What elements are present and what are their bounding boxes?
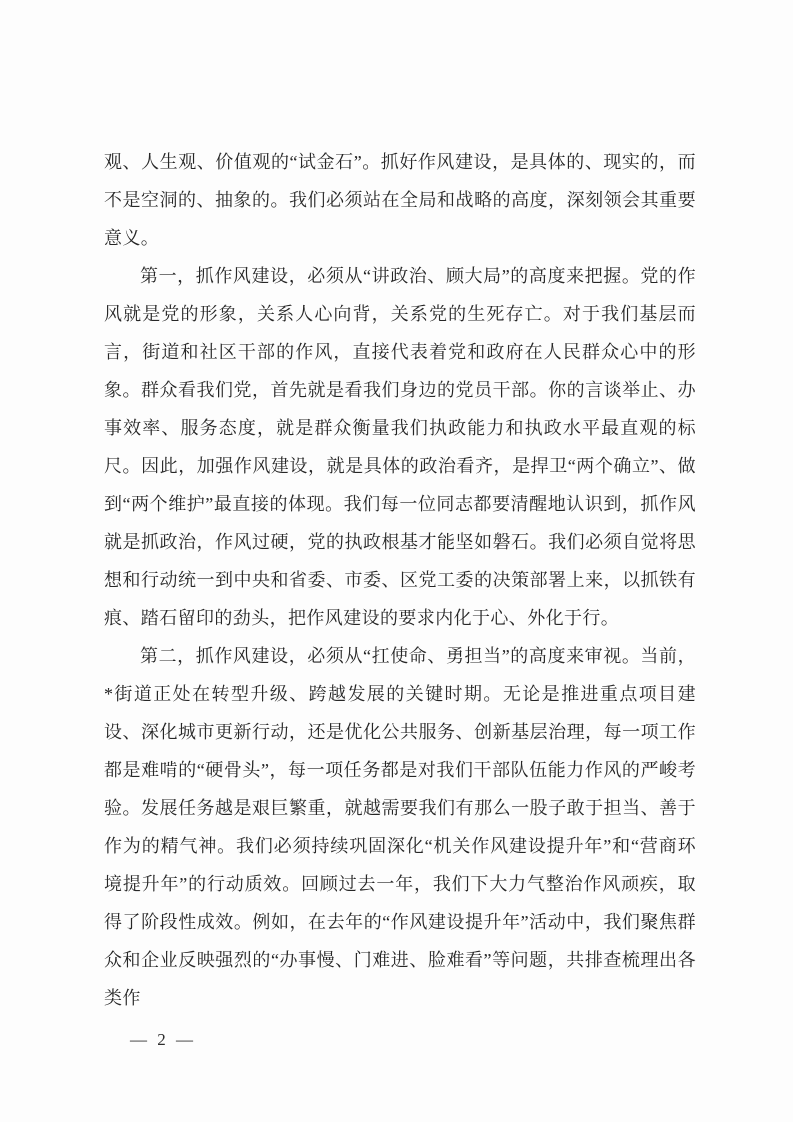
page-number: — 2 — xyxy=(130,1030,196,1049)
paragraph-point-two: 第二，抓作风建设，必须从“扛使命、勇担当”的高度来审视。当前，*街道正处在转型升级、跨越发展的关键时期。无论是推进重点项目建设、深化城市更新行动，还是优化公共服务、创新基层治理，每一项工作都是难啃的“硬骨头”，每一项任务都是对我们干部队伍能力作风的严峻考验。发展任务越是艰巨繁重，就越需要我们有那么一股子敢于担当、善于作为的精气神。我们必须持续巩固深化“机关作风建设提升年”和“营商环境提升年”的行动质效。回顾过去一年，我们下大力气整治作风顽疾，取得了阶段性成效。例如，在去年的“作风建设提升年”活动中，我们聚焦群众和企业反映强烈的“办事慢、门难进、脸难看”等问题，共排查梳理出各类作 xyxy=(104,646,696,1008)
paragraph-continuation: 观、人生观、价值观的“试金石”。抓好作风建设，是具体的、现实的，而不是空洞的、抽象的。我们必须站在全局和战略的高度，深刻领会其重要意义。 xyxy=(104,152,696,248)
document-body xyxy=(104,143,696,1017)
paragraph-point-one: 第一，抓作风建设，必须从“讲政治、顾大局”的高度来把握。党的作风就是党的形象，关系人心向背，关系党的生死存亡。对于我们基层而言，街道和社区干部的作风，直接代表着党和政府在人民群众心中的形象。群众看我们党，首先就是看我们身边的党员干部。你的言谈举止、办事效率、服务态度，就是群众衡量我们执政能力和执政水平最直观的标尺。因此，加强作风建设，就是具体的政治看齐，是捍卫“两个确立”、做到“两个维护”最直接的体现。我们每一位同志都要清醒地认识到，抓作风就是抓政治，作风过硬，党的执政根基才能坚如磐石。我们必须自觉将思想和行动统一到中央和省委、市委、区党工委的决策部署上来，以抓铁有痕、踏石留印的劲头，把作风建设的要求内化于心、外化于行。 xyxy=(104,266,696,628)
